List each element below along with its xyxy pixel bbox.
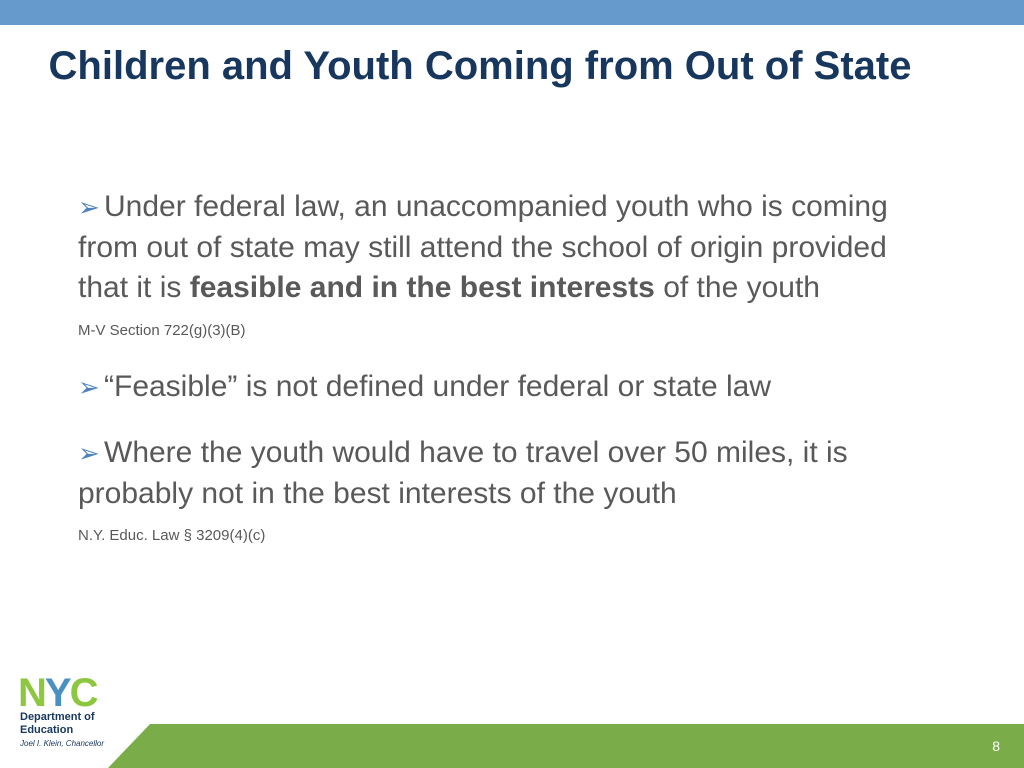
logo-letter-c: C — [69, 671, 97, 715]
arrow-bullet-icon: ➢ — [78, 438, 100, 468]
bullet-3-text: Where the youth would have to travel over 50 miles, it is probably not in the best interests of the youth — [78, 436, 848, 510]
citation-1: M-V Section 722(g)(3)(B) — [78, 321, 246, 339]
logo-chancellor: Joel I. Klein, Chancellor — [20, 739, 105, 748]
page-number: 8 — [992, 738, 1000, 754]
slide-body — [78, 187, 938, 545]
bullet-2-text: “Feasible” is not defined under federal or state law — [104, 369, 772, 403]
top-accent-bar — [0, 0, 1024, 25]
bullet-2 — [78, 367, 938, 408]
arrow-bullet-icon: ➢ — [78, 192, 100, 222]
arrow-bullet-icon: ➢ — [78, 371, 100, 402]
bullet-1-text: Under federal law, an unaccompanied youth who is coming from out of state may still attend the school of origin provided that it is — [78, 190, 888, 304]
bullet-1-bold-text: feasible and in the best interests — [189, 271, 655, 304]
slide-title: Children and Youth Coming from Out of State — [48, 44, 912, 88]
bullet-3 — [78, 433, 938, 514]
logo-dept-line-1: Department of — [20, 711, 95, 723]
bullet-1 — [78, 187, 938, 309]
bottom-accent-bar — [0, 724, 1024, 768]
citation-2: N.Y. Educ. Law § 3209(4)(c) — [78, 527, 266, 544]
logo-letter-y: Y — [44, 671, 70, 715]
nyc-logo-letters — [18, 673, 96, 713]
logo-letter-n: N — [18, 671, 45, 715]
logo-dept-line-2: Education — [20, 724, 74, 736]
bullet-1-text-end: of the youth — [654, 271, 820, 304]
